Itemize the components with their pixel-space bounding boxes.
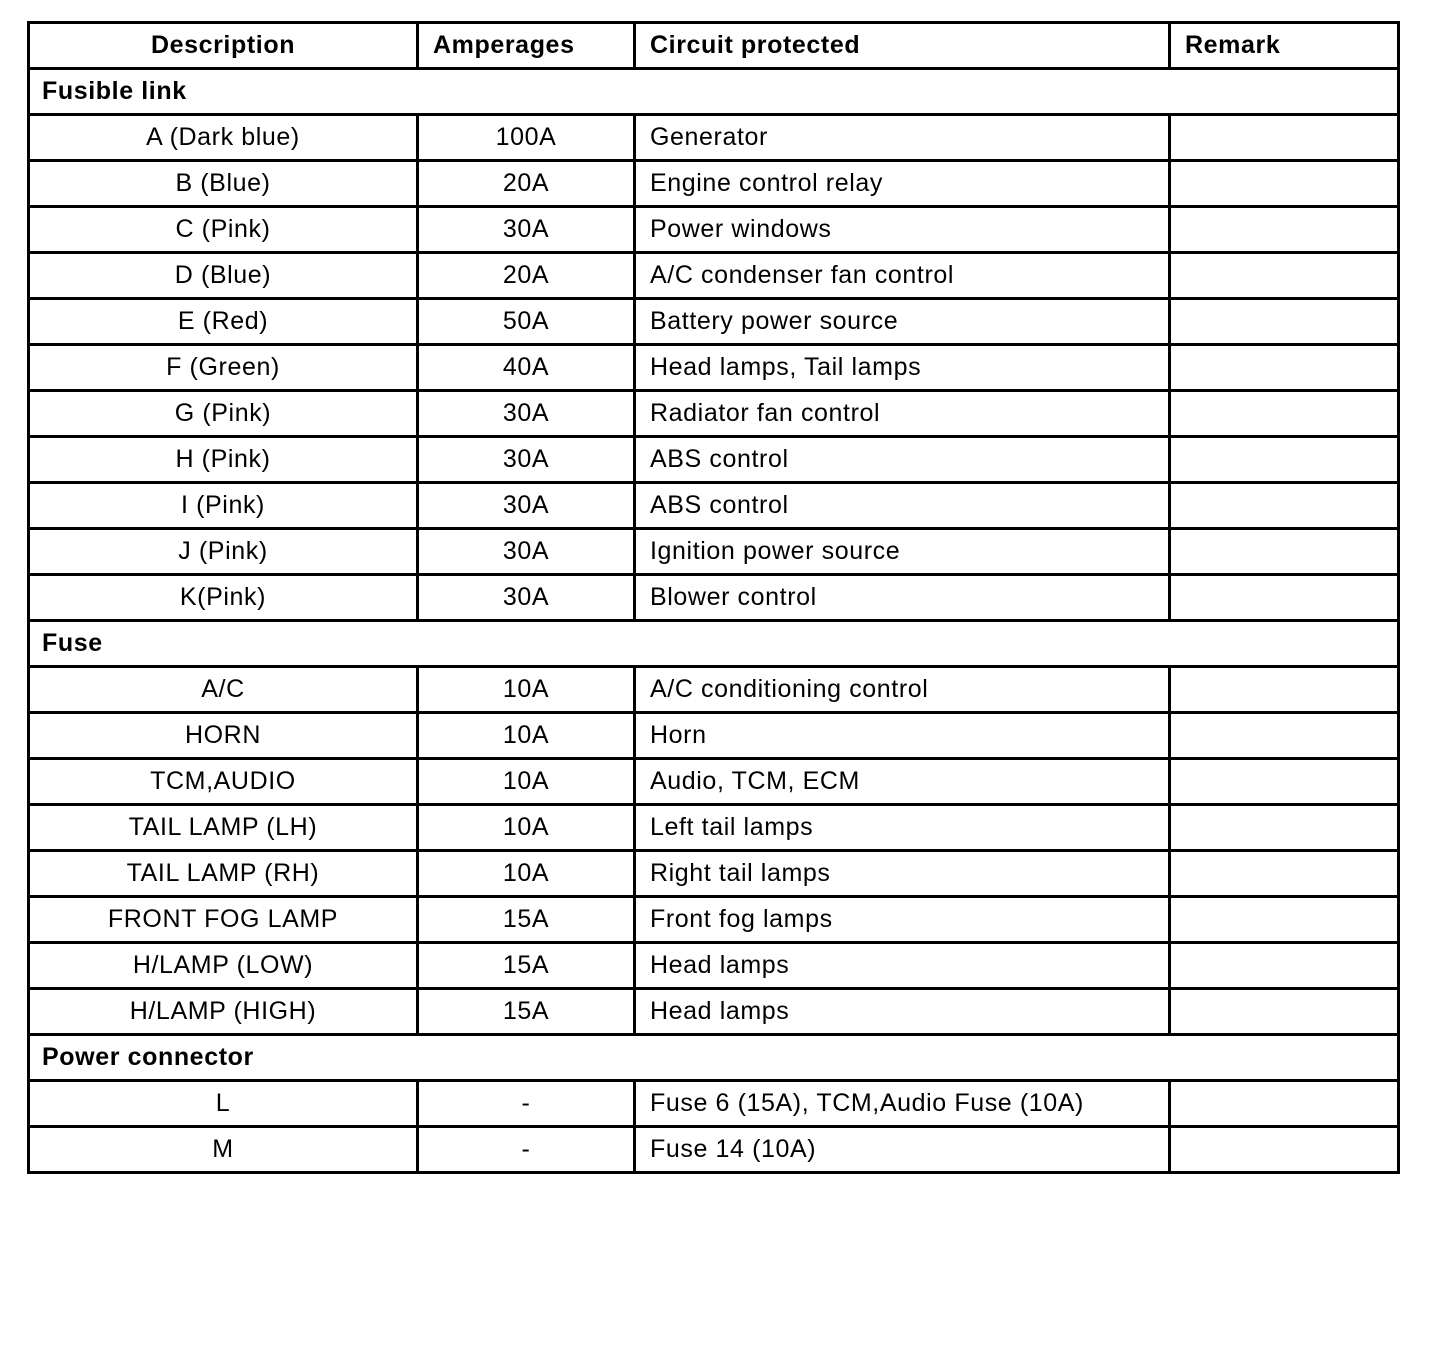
cell-remark xyxy=(1170,253,1399,299)
table-row xyxy=(29,713,1399,759)
cell-circuit-protected: Head lamps xyxy=(635,943,1170,989)
cell-amperage: 30A xyxy=(418,575,635,621)
cell-description: L xyxy=(29,1081,418,1127)
table-row xyxy=(29,345,1399,391)
cell-circuit-protected: A/C condenser fan control xyxy=(635,253,1170,299)
cell-remark xyxy=(1170,851,1399,897)
table-row xyxy=(29,1127,1399,1173)
section-title: Power connector xyxy=(29,1035,1399,1081)
cell-circuit-protected: Generator xyxy=(635,115,1170,161)
cell-amperage: 15A xyxy=(418,989,635,1035)
cell-circuit-protected: Engine control relay xyxy=(635,161,1170,207)
cell-remark xyxy=(1170,483,1399,529)
cell-amperage: 40A xyxy=(418,345,635,391)
cell-remark xyxy=(1170,667,1399,713)
cell-remark xyxy=(1170,759,1399,805)
section-row xyxy=(29,1035,1399,1081)
cell-circuit-protected: Head lamps xyxy=(635,989,1170,1035)
cell-amperage: 15A xyxy=(418,943,635,989)
table-row xyxy=(29,299,1399,345)
cell-description: E (Red) xyxy=(29,299,418,345)
cell-amperage: 30A xyxy=(418,391,635,437)
table-row xyxy=(29,207,1399,253)
cell-description: FRONT FOG LAMP xyxy=(29,897,418,943)
cell-circuit-protected: Horn xyxy=(635,713,1170,759)
cell-description: TCM,AUDIO xyxy=(29,759,418,805)
cell-amperage: 10A xyxy=(418,759,635,805)
cell-amperage: 20A xyxy=(418,253,635,299)
cell-description: I (Pink) xyxy=(29,483,418,529)
cell-amperage: 10A xyxy=(418,713,635,759)
cell-description: G (Pink) xyxy=(29,391,418,437)
cell-amperage: 10A xyxy=(418,667,635,713)
cell-description: J (Pink) xyxy=(29,529,418,575)
table-row xyxy=(29,529,1399,575)
table-row xyxy=(29,115,1399,161)
cell-remark xyxy=(1170,713,1399,759)
cell-remark xyxy=(1170,1127,1399,1173)
table-row xyxy=(29,989,1399,1035)
cell-circuit-protected: Blower control xyxy=(635,575,1170,621)
cell-description: TAIL LAMP (RH) xyxy=(29,851,418,897)
cell-remark xyxy=(1170,989,1399,1035)
table-row xyxy=(29,391,1399,437)
cell-description: H/LAMP (LOW) xyxy=(29,943,418,989)
table-row xyxy=(29,253,1399,299)
table-row xyxy=(29,161,1399,207)
cell-remark xyxy=(1170,391,1399,437)
cell-remark xyxy=(1170,1081,1399,1127)
cell-description: A (Dark blue) xyxy=(29,115,418,161)
cell-amperage: 30A xyxy=(418,207,635,253)
cell-description: K(Pink) xyxy=(29,575,418,621)
cell-circuit-protected: Power windows xyxy=(635,207,1170,253)
cell-circuit-protected: Audio, TCM, ECM xyxy=(635,759,1170,805)
cell-description: H (Pink) xyxy=(29,437,418,483)
cell-description: HORN xyxy=(29,713,418,759)
section-row xyxy=(29,621,1399,667)
fuse-table xyxy=(27,21,1400,1174)
cell-remark xyxy=(1170,575,1399,621)
cell-description: TAIL LAMP (LH) xyxy=(29,805,418,851)
cell-circuit-protected: ABS control xyxy=(635,483,1170,529)
cell-circuit-protected: ABS control xyxy=(635,437,1170,483)
cell-circuit-protected: Ignition power source xyxy=(635,529,1170,575)
cell-description: B (Blue) xyxy=(29,161,418,207)
cell-remark xyxy=(1170,207,1399,253)
cell-description: C (Pink) xyxy=(29,207,418,253)
cell-circuit-protected: Front fog lamps xyxy=(635,897,1170,943)
table-row xyxy=(29,667,1399,713)
header-row xyxy=(29,23,1399,69)
cell-remark xyxy=(1170,805,1399,851)
cell-circuit-protected: Left tail lamps xyxy=(635,805,1170,851)
table-row xyxy=(29,943,1399,989)
table-row xyxy=(29,805,1399,851)
cell-circuit-protected: Battery power source xyxy=(635,299,1170,345)
header-amperages: Amperages xyxy=(418,23,635,69)
cell-remark xyxy=(1170,299,1399,345)
cell-remark xyxy=(1170,161,1399,207)
header-remark: Remark xyxy=(1170,23,1399,69)
table-row xyxy=(29,1081,1399,1127)
table-row xyxy=(29,851,1399,897)
cell-amperage: 10A xyxy=(418,851,635,897)
table-row xyxy=(29,483,1399,529)
table-row xyxy=(29,759,1399,805)
cell-amperage: 30A xyxy=(418,437,635,483)
cell-circuit-protected: Radiator fan control xyxy=(635,391,1170,437)
table-row xyxy=(29,437,1399,483)
cell-remark xyxy=(1170,437,1399,483)
cell-amperage: - xyxy=(418,1081,635,1127)
cell-circuit-protected: Fuse 14 (10A) xyxy=(635,1127,1170,1173)
cell-amperage: 20A xyxy=(418,161,635,207)
cell-amperage: 15A xyxy=(418,897,635,943)
cell-circuit-protected: Fuse 6 (15A), TCM,Audio Fuse (10A) xyxy=(635,1081,1170,1127)
table-header xyxy=(29,23,1399,69)
cell-remark xyxy=(1170,897,1399,943)
cell-remark xyxy=(1170,943,1399,989)
cell-amperage: 30A xyxy=(418,529,635,575)
section-title: Fuse xyxy=(29,621,1399,667)
table-body xyxy=(29,69,1399,1173)
cell-description: A/C xyxy=(29,667,418,713)
header-circuit-protected: Circuit protected xyxy=(635,23,1170,69)
cell-description: F (Green) xyxy=(29,345,418,391)
cell-circuit-protected: Head lamps, Tail lamps xyxy=(635,345,1170,391)
section-row xyxy=(29,69,1399,115)
cell-amperage: 30A xyxy=(418,483,635,529)
cell-amperage: 100A xyxy=(418,115,635,161)
cell-amperage: - xyxy=(418,1127,635,1173)
cell-remark xyxy=(1170,115,1399,161)
cell-description: D (Blue) xyxy=(29,253,418,299)
cell-remark xyxy=(1170,529,1399,575)
table-row xyxy=(29,897,1399,943)
cell-description: M xyxy=(29,1127,418,1173)
cell-description: H/LAMP (HIGH) xyxy=(29,989,418,1035)
cell-circuit-protected: Right tail lamps xyxy=(635,851,1170,897)
cell-amperage: 50A xyxy=(418,299,635,345)
cell-circuit-protected: A/C conditioning control xyxy=(635,667,1170,713)
section-title: Fusible link xyxy=(29,69,1399,115)
table-row xyxy=(29,575,1399,621)
header-description: Description xyxy=(29,23,418,69)
cell-amperage: 10A xyxy=(418,805,635,851)
cell-remark xyxy=(1170,345,1399,391)
